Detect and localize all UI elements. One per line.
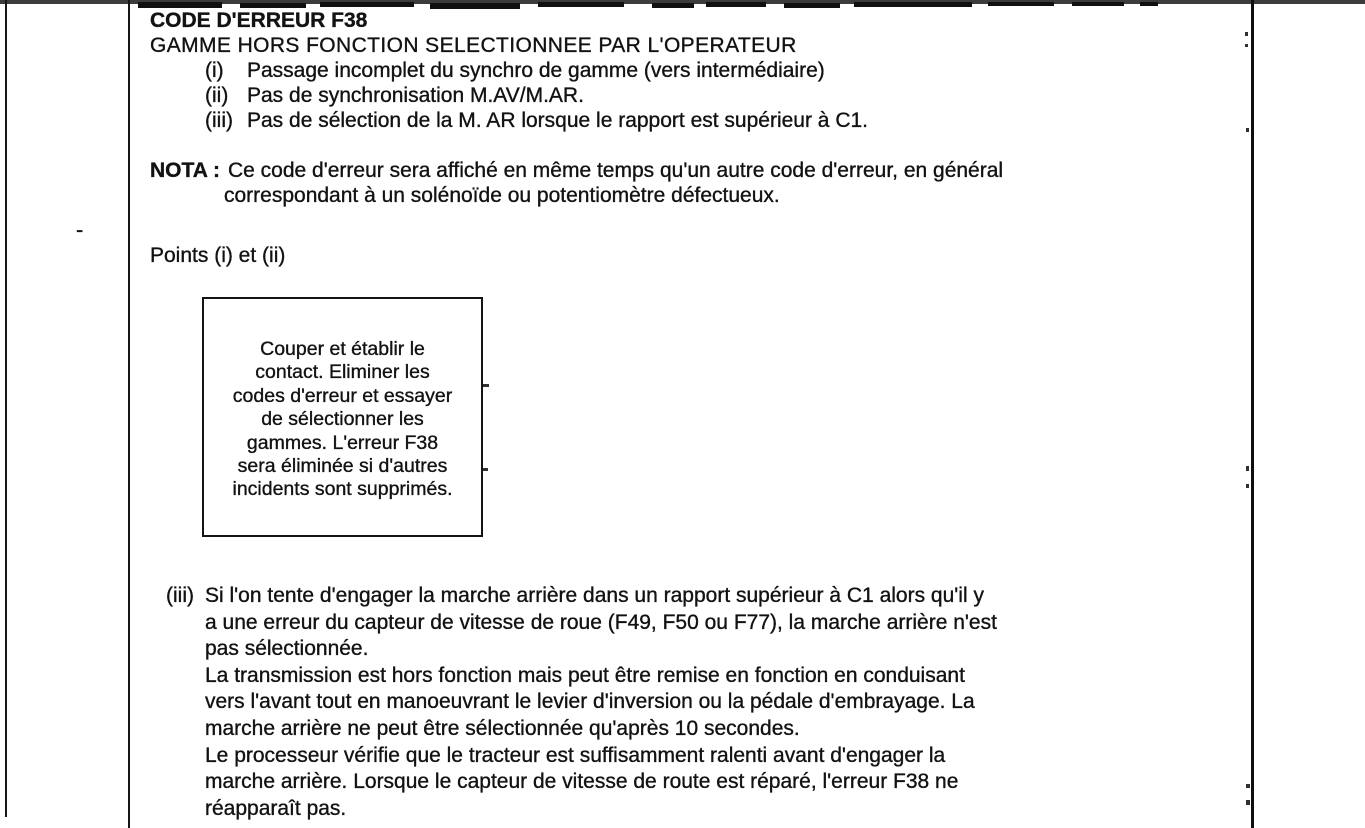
procedure-box-text [204,338,481,502]
paragraph-line: marche arrière. Lorsque le capteur de vitesse de route est réparé, l'erreur F38 ne [205,770,959,794]
paragraph-line: Le processeur vérifie que le tracteur est suffisamment ralenti avant d'engager la [205,743,946,767]
scan-artifact-speck [1246,128,1249,132]
symptom-list-item [205,83,584,108]
list-marker: (i) [205,59,224,82]
nota-text: Ce code d'erreur sera affiché en même temps qu'un autre code d'erreur, en général [227,159,1004,182]
paragraph-line: a une erreur du capteur de vitesse de roue (F49, F50 ou F77), la marche arrière n'est [205,610,997,634]
points-heading: Points (i) et (ii) [150,244,286,267]
symptom-list-item [205,108,868,133]
nota-line-2: correspondant à un solénoïde ou potentiomètre défectueux. [224,184,780,207]
procedure-box-line: Couper et établir le [260,338,425,360]
scan-artifact-speck [1246,800,1250,805]
list-item-text: Pas de synchronisation M.AV/M.AR. [247,84,584,107]
procedure-box-line: gammes. L'erreur F38 [246,431,439,454]
scan-artifact-speck [483,384,489,387]
procedure-box-line: de sélectionner les [261,408,424,431]
procedure-box-line: contact. Eliminer les [255,361,430,384]
list-marker: (iii) [205,109,233,132]
scan-artifact-dash [706,2,766,7]
scan-artifact-dash [784,3,840,8]
paragraph-line: vers l'avant tout en manoeuvrant le levier d'inversion ou la pédale d'embrayage. La [205,690,975,714]
paragraph-line: La transmission est hors fonction mais peut être remise en fonction en conduisant [205,663,965,687]
scan-artifact-speck [483,468,488,471]
symptom-list-item [205,58,825,83]
nota-label: NOTA : [150,159,220,182]
procedure-box-line: incidents sont supprimés. [232,478,453,501]
margin-column-rule [128,0,130,828]
page-right-column-rule [1251,0,1254,828]
scan-artifact-dash [320,2,414,7]
list-marker: (ii) [205,84,229,107]
scan-artifact-dash [1072,2,1124,6]
scan-artifact-speck [1245,44,1248,47]
error-code-title: CODE D'ERREUR F38 [150,9,368,32]
scan-artifact-speck [1246,484,1249,488]
scan-artifact-speck [1246,784,1250,788]
paragraph-line: réapparaît pas. [205,796,347,820]
scan-artifact-dash [538,2,624,7]
scan-artifact-dash [1140,2,1158,6]
scan-artifact-speck [1246,466,1249,471]
paragraph-line: Si l'on tente d'engager la marche arrière dans un rapport supérieur à C1 alors qu'il y [205,584,984,607]
list-item-text: Passage incomplet du synchro de gamme (vers intermédiaire) [247,59,825,82]
procedure-box-line: sera éliminée si d'autres [237,455,448,478]
paragraph-line: marche arrière ne peut être sélectionnée qu'après 10 secondes. [205,716,800,740]
scan-artifact-speck [1245,32,1248,36]
scan-artifact-dash [430,3,520,9]
scan-artifact-dash [988,2,1054,6]
scan-artifact-dash [854,2,972,7]
paragraph-line: pas sélectionnée. [205,637,369,661]
point-iii-paragraph [205,583,997,822]
point-iii-marker: (iii) [166,584,194,607]
error-description-subtitle: GAMME HORS FONCTION SELECTIONNEE PAR L'OPERATEUR [150,34,797,57]
nota-line-1 [150,158,1003,183]
margin-dash-mark: - [76,217,84,242]
procedure-box-line: codes d'erreur et essayer [232,384,453,407]
scan-artifact-dash [652,3,694,8]
list-item-text: Pas de sélection de la M. AR lorsque le rapport est supérieur à C1. [247,109,868,132]
page-left-edge-rule [5,0,7,817]
